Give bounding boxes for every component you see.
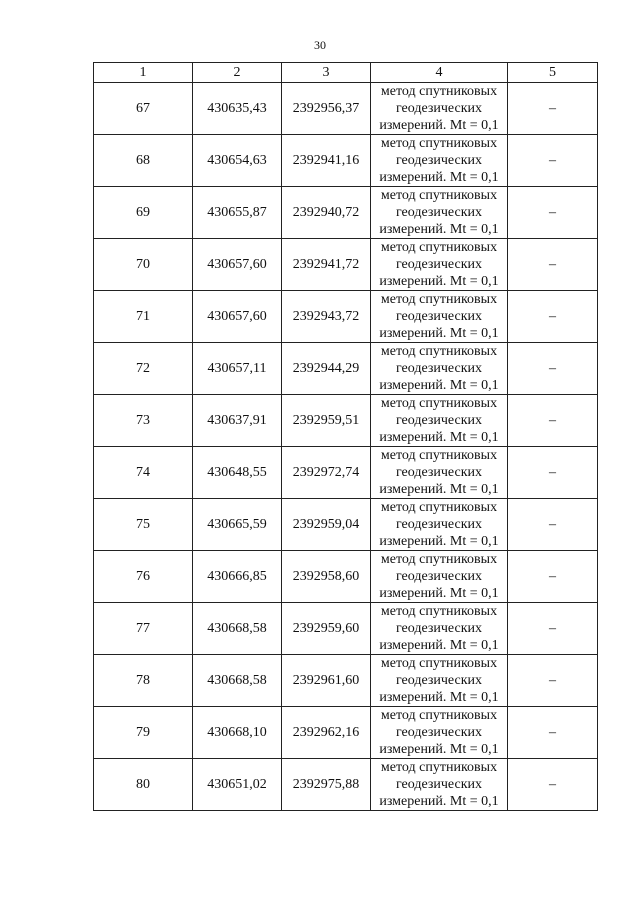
point-number-cell: 78 xyxy=(94,655,193,707)
method-cell: метод спутниковых геодезических измерений. Mt = 0,1 xyxy=(371,499,508,551)
x-coordinate-cell: 430668,58 xyxy=(193,655,282,707)
point-number-cell: 77 xyxy=(94,603,193,655)
x-coordinate-cell: 430637,91 xyxy=(193,395,282,447)
y-coordinate-cell: 2392962,16 xyxy=(282,707,371,759)
table-row xyxy=(94,447,598,499)
method-cell: метод спутниковых геодезических измерений. Mt = 0,1 xyxy=(371,135,508,187)
y-coordinate-cell: 2392940,72 xyxy=(282,187,371,239)
point-number-cell: 73 xyxy=(94,395,193,447)
y-coordinate-cell: 2392943,72 xyxy=(282,291,371,343)
method-cell: метод спутниковых геодезических измерений. Mt = 0,1 xyxy=(371,239,508,291)
point-number-cell: 79 xyxy=(94,707,193,759)
table-row xyxy=(94,135,598,187)
note-cell: – xyxy=(508,655,598,707)
table-header xyxy=(94,63,598,83)
x-coordinate-cell: 430657,11 xyxy=(193,343,282,395)
header-col-2: 2 xyxy=(193,63,282,83)
header-col-1: 1 xyxy=(94,63,193,83)
header-col-3: 3 xyxy=(282,63,371,83)
note-cell: – xyxy=(508,395,598,447)
method-cell: метод спутниковых геодезических измерений. Mt = 0,1 xyxy=(371,759,508,811)
y-coordinate-cell: 2392975,88 xyxy=(282,759,371,811)
y-coordinate-cell: 2392958,60 xyxy=(282,551,371,603)
point-number-cell: 68 xyxy=(94,135,193,187)
table-row xyxy=(94,759,598,811)
method-cell: метод спутниковых геодезических измерений. Mt = 0,1 xyxy=(371,447,508,499)
note-cell: – xyxy=(508,603,598,655)
y-coordinate-cell: 2392972,74 xyxy=(282,447,371,499)
note-cell: – xyxy=(508,291,598,343)
x-coordinate-cell: 430654,63 xyxy=(193,135,282,187)
table-row xyxy=(94,187,598,239)
x-coordinate-cell: 430635,43 xyxy=(193,83,282,135)
x-coordinate-cell: 430668,58 xyxy=(193,603,282,655)
method-cell: метод спутниковых геодезических измерений. Mt = 0,1 xyxy=(371,395,508,447)
point-number-cell: 69 xyxy=(94,187,193,239)
coordinates-table xyxy=(93,62,598,811)
y-coordinate-cell: 2392959,60 xyxy=(282,603,371,655)
note-cell: – xyxy=(508,759,598,811)
x-coordinate-cell: 430655,87 xyxy=(193,187,282,239)
note-cell: – xyxy=(508,447,598,499)
y-coordinate-cell: 2392961,60 xyxy=(282,655,371,707)
note-cell: – xyxy=(508,343,598,395)
header-row xyxy=(94,63,598,83)
point-number-cell: 74 xyxy=(94,447,193,499)
table-row xyxy=(94,551,598,603)
point-number-cell: 71 xyxy=(94,291,193,343)
table-row xyxy=(94,499,598,551)
y-coordinate-cell: 2392941,72 xyxy=(282,239,371,291)
table-row xyxy=(94,603,598,655)
x-coordinate-cell: 430657,60 xyxy=(193,239,282,291)
method-cell: метод спутниковых геодезических измерений. Mt = 0,1 xyxy=(371,83,508,135)
x-coordinate-cell: 430666,85 xyxy=(193,551,282,603)
x-coordinate-cell: 430648,55 xyxy=(193,447,282,499)
note-cell: – xyxy=(508,499,598,551)
x-coordinate-cell: 430651,02 xyxy=(193,759,282,811)
table-row xyxy=(94,655,598,707)
table-row xyxy=(94,83,598,135)
table-row xyxy=(94,291,598,343)
method-cell: метод спутниковых геодезических измерений. Mt = 0,1 xyxy=(371,655,508,707)
table-row xyxy=(94,239,598,291)
y-coordinate-cell: 2392941,16 xyxy=(282,135,371,187)
method-cell: метод спутниковых геодезических измерений. Mt = 0,1 xyxy=(371,291,508,343)
note-cell: – xyxy=(508,239,598,291)
table-row xyxy=(94,707,598,759)
method-cell: метод спутниковых геодезических измерений. Mt = 0,1 xyxy=(371,187,508,239)
point-number-cell: 75 xyxy=(94,499,193,551)
note-cell: – xyxy=(508,707,598,759)
x-coordinate-cell: 430657,60 xyxy=(193,291,282,343)
table-row xyxy=(94,395,598,447)
note-cell: – xyxy=(508,551,598,603)
method-cell: метод спутниковых геодезических измерений. Mt = 0,1 xyxy=(371,707,508,759)
note-cell: – xyxy=(508,187,598,239)
x-coordinate-cell: 430668,10 xyxy=(193,707,282,759)
header-col-4: 4 xyxy=(371,63,508,83)
y-coordinate-cell: 2392959,51 xyxy=(282,395,371,447)
point-number-cell: 70 xyxy=(94,239,193,291)
y-coordinate-cell: 2392956,37 xyxy=(282,83,371,135)
note-cell: – xyxy=(508,83,598,135)
page-number: 30 xyxy=(314,38,326,52)
y-coordinate-cell: 2392944,29 xyxy=(282,343,371,395)
point-number-cell: 67 xyxy=(94,83,193,135)
header-col-5: 5 xyxy=(508,63,598,83)
point-number-cell: 80 xyxy=(94,759,193,811)
method-cell: метод спутниковых геодезических измерений. Mt = 0,1 xyxy=(371,551,508,603)
point-number-cell: 72 xyxy=(94,343,193,395)
x-coordinate-cell: 430665,59 xyxy=(193,499,282,551)
method-cell: метод спутниковых геодезических измерений. Mt = 0,1 xyxy=(371,343,508,395)
table-body xyxy=(94,83,598,811)
note-cell: – xyxy=(508,135,598,187)
y-coordinate-cell: 2392959,04 xyxy=(282,499,371,551)
table-row xyxy=(94,343,598,395)
point-number-cell: 76 xyxy=(94,551,193,603)
method-cell: метод спутниковых геодезических измерений. Mt = 0,1 xyxy=(371,603,508,655)
